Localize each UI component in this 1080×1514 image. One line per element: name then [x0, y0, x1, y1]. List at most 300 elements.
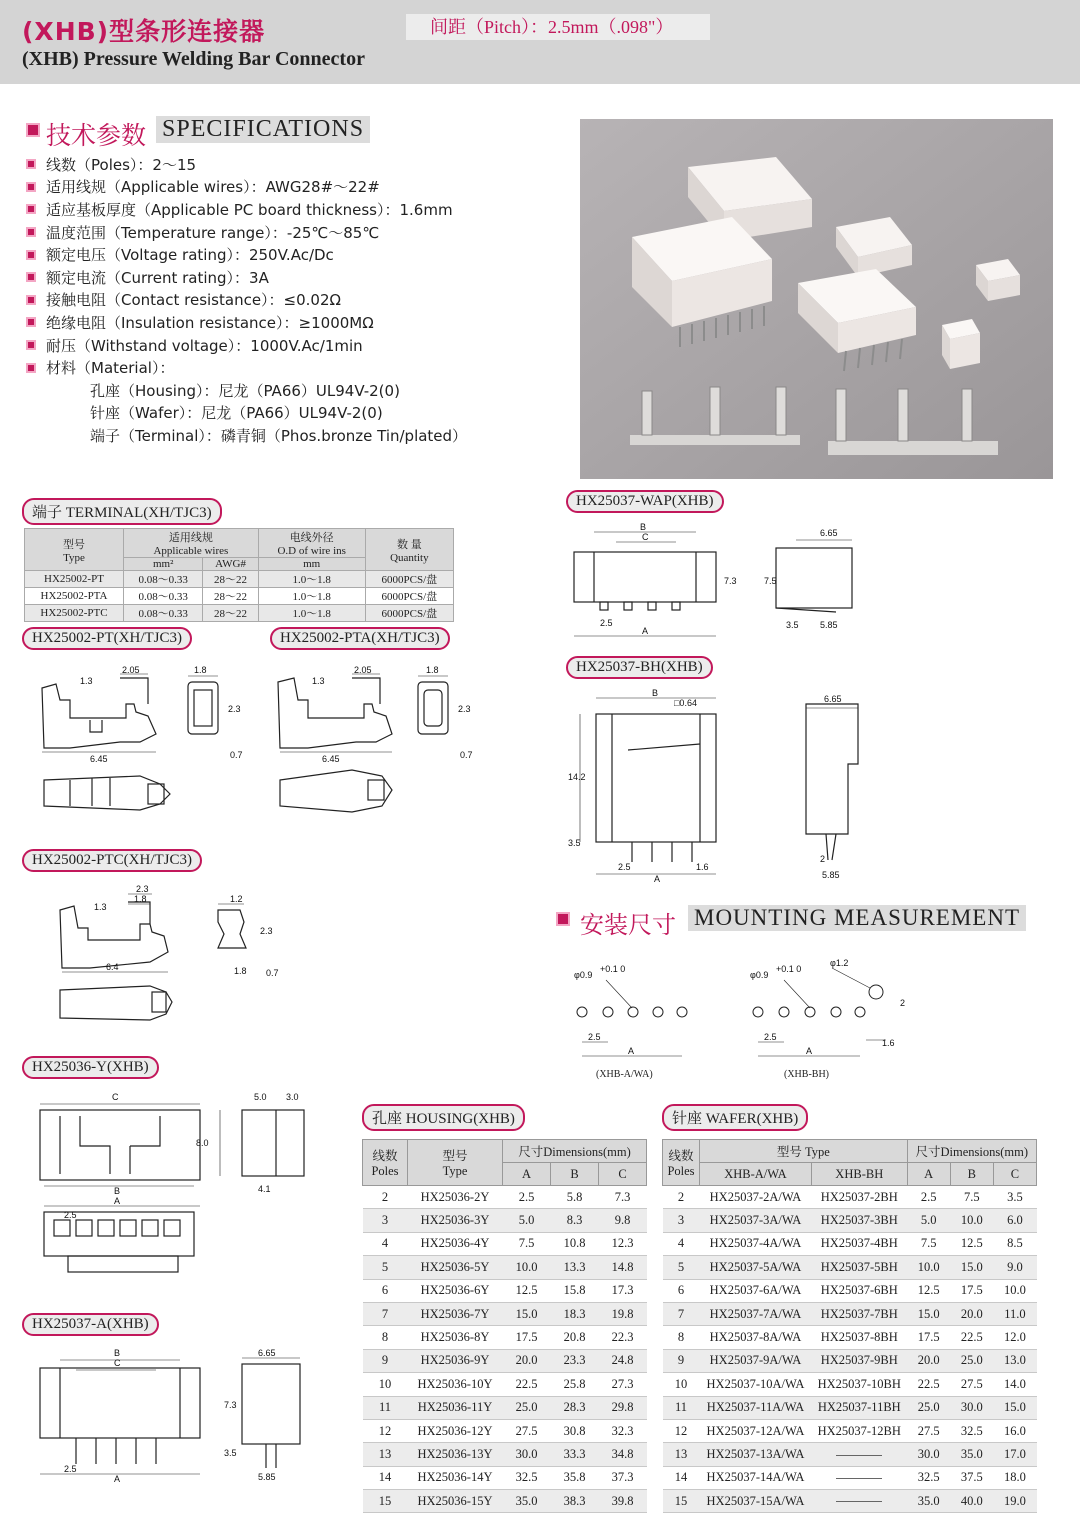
- table-cell: 9: [663, 1349, 700, 1372]
- table-row: [663, 1256, 1037, 1279]
- table-cell: 15.0: [503, 1302, 551, 1325]
- table-cell: HX25036-12Y: [408, 1419, 503, 1442]
- table-row: [663, 1466, 1037, 1489]
- svg-text:B: B: [114, 1186, 121, 1196]
- table-cell: HX25037-4A/WA: [700, 1232, 812, 1255]
- table-cell: HX25036-2Y: [408, 1186, 503, 1209]
- table-cell: 2.5: [503, 1186, 551, 1209]
- table-cell: HX25037-4BH: [811, 1232, 907, 1255]
- table-cell: HX25037-8A/WA: [700, 1326, 812, 1349]
- table-cell: 27.5: [503, 1419, 551, 1442]
- table-cell: 30.0: [950, 1396, 993, 1419]
- svg-text:0.7: 0.7: [266, 968, 279, 978]
- table-cell: 15: [663, 1490, 700, 1513]
- svg-text:φ0.9: φ0.9: [750, 970, 769, 980]
- table-cell: 38.3: [551, 1490, 599, 1513]
- svg-text:7.3: 7.3: [724, 576, 737, 586]
- table-cell: HX25036-11Y: [408, 1396, 503, 1419]
- table-cell: HX25036-9Y: [408, 1349, 503, 1372]
- table-cell: 17.5: [950, 1279, 993, 1302]
- caption-xhb-a-wa: (XHB-A/WA): [596, 1069, 653, 1080]
- table-row: [363, 1373, 647, 1396]
- table-cell: 37.3: [599, 1466, 647, 1489]
- table-cell: 39.8: [599, 1490, 647, 1513]
- svg-text:3.5: 3.5: [568, 838, 581, 848]
- spec-item: 接触电阻（Contact resistance）：≤0.02Ω: [26, 289, 467, 312]
- table-cell: 12: [663, 1419, 700, 1442]
- svg-text:6.45: 6.45: [322, 754, 340, 764]
- svg-text:1.6: 1.6: [696, 862, 709, 872]
- table-cell: 9.0: [993, 1256, 1036, 1279]
- bullet-icon: [26, 204, 36, 214]
- spec-item: 温度范围（Temperature range）：-25℃～85℃: [26, 221, 467, 244]
- svg-text:8.0: 8.0: [196, 1138, 209, 1148]
- table-cell: 20.8: [551, 1326, 599, 1349]
- bullet-icon: [26, 182, 36, 192]
- table-cell: 17.0: [993, 1443, 1036, 1466]
- table-cell: 10: [363, 1373, 408, 1396]
- table-cell: 10.0: [950, 1209, 993, 1232]
- table-cell: 10.0: [503, 1256, 551, 1279]
- table-row: [663, 1302, 1037, 1325]
- svg-text:A: A: [114, 1474, 121, 1484]
- title-en: (XHB) Pressure Welding Bar Connector: [22, 48, 365, 70]
- svg-text:C: C: [642, 532, 649, 542]
- specs-title-en: SPECIFICATIONS: [156, 116, 370, 143]
- svg-text:2.3: 2.3: [458, 704, 471, 714]
- svg-text:1.6: 1.6: [882, 1038, 895, 1048]
- table-cell: 30.0: [503, 1443, 551, 1466]
- table-cell: HX25037-6A/WA: [700, 1279, 812, 1302]
- table-cell: 7: [363, 1302, 408, 1325]
- bullet-icon: [26, 295, 36, 305]
- table-cell: 20.0: [907, 1349, 950, 1372]
- table-row: [663, 1419, 1037, 1442]
- pta-drawing: [272, 660, 502, 830]
- table-row: [363, 1466, 647, 1489]
- table-cell: 12.0: [993, 1326, 1036, 1349]
- table-cell: 11.0: [993, 1302, 1036, 1325]
- svg-text:φ0.9: φ0.9: [574, 970, 593, 980]
- table-cell: HX25037-12A/WA: [700, 1419, 812, 1442]
- tag-wap: HX25037-WAP(XHB): [566, 490, 724, 513]
- table-cell: 4: [363, 1232, 408, 1255]
- table-cell: 13: [363, 1443, 408, 1466]
- svg-text:5.85: 5.85: [820, 620, 838, 630]
- svg-text:2: 2: [820, 854, 826, 864]
- table-cell: 37.5: [950, 1466, 993, 1489]
- svg-text:0.7: 0.7: [230, 750, 243, 760]
- table-cell: 20.0: [950, 1302, 993, 1325]
- table-row: [663, 1490, 1037, 1513]
- svg-text:6.65: 6.65: [824, 694, 842, 704]
- spec-item: 额定电流（Current rating）：3A: [26, 266, 467, 289]
- table-cell: 18.0: [993, 1466, 1036, 1489]
- svg-text:A: A: [628, 1046, 635, 1056]
- table-cell: 40.0: [950, 1490, 993, 1513]
- table-row: [663, 1209, 1037, 1232]
- table-row: [663, 1443, 1037, 1466]
- svg-text:B: B: [652, 688, 659, 698]
- svg-text:6.65: 6.65: [258, 1348, 276, 1358]
- table-cell: 32.5: [503, 1466, 551, 1489]
- table-cell: 15: [363, 1490, 408, 1513]
- table-cell: 6: [363, 1279, 408, 1302]
- table-row: [663, 1349, 1037, 1372]
- table-row: [363, 1302, 647, 1325]
- table-cell: 34.8: [599, 1443, 647, 1466]
- svg-text:0.7: 0.7: [460, 750, 473, 760]
- table-row: [363, 1396, 647, 1419]
- table-cell: [811, 1466, 907, 1489]
- table-cell: HX25037-8BH: [811, 1326, 907, 1349]
- svg-text:C: C: [114, 1358, 121, 1368]
- tag-ptc: HX25002-PTC(XH/TJC3): [22, 849, 202, 872]
- table-cell: HX25037-2A/WA: [700, 1186, 812, 1209]
- svg-text:2.3: 2.3: [136, 884, 149, 894]
- svg-text:A: A: [642, 626, 649, 636]
- table-cell: 4: [663, 1232, 700, 1255]
- svg-text:3.5: 3.5: [224, 1448, 237, 1458]
- table-cell: 14: [363, 1466, 408, 1489]
- table-cell: 5: [363, 1256, 408, 1279]
- table-cell: 10.0: [993, 1279, 1036, 1302]
- table-cell: 18.3: [551, 1302, 599, 1325]
- table-cell: HX25037-3A/WA: [700, 1209, 812, 1232]
- svg-text:5.85: 5.85: [258, 1472, 276, 1482]
- table-cell: 12.5: [503, 1279, 551, 1302]
- table-cell: HX25036-13Y: [408, 1443, 503, 1466]
- bullet-icon: [26, 272, 36, 282]
- svg-text:+0.1 0: +0.1 0: [776, 964, 802, 974]
- table-row: [363, 1419, 647, 1442]
- table-cell: 14.8: [599, 1256, 647, 1279]
- table-cell: 19.8: [599, 1302, 647, 1325]
- table-row: [363, 1256, 647, 1279]
- table-cell: HX25037-9A/WA: [700, 1349, 812, 1372]
- table-row: [663, 1373, 1037, 1396]
- svg-text:B: B: [640, 522, 647, 532]
- svg-text:1.8: 1.8: [194, 665, 207, 675]
- bullet-icon: [26, 340, 36, 350]
- tag-wafer: 针座 WAFER(XHB): [662, 1104, 808, 1131]
- table-cell: 13.0: [993, 1349, 1036, 1372]
- table-cell: 12.5: [950, 1232, 993, 1255]
- table-cell: HX25036-6Y: [408, 1279, 503, 1302]
- svg-text:7.3: 7.3: [224, 1400, 237, 1410]
- table-cell: 3.5: [993, 1186, 1036, 1209]
- table-cell: HX25037-5A/WA: [700, 1256, 812, 1279]
- table-cell: HX25036-10Y: [408, 1373, 503, 1396]
- table-cell: 7: [663, 1302, 700, 1325]
- svg-text:1.3: 1.3: [312, 676, 325, 686]
- ptc-drawing: [40, 880, 300, 1040]
- tag-pta: HX25002-PTA(XH/TJC3): [270, 627, 450, 650]
- table-cell: HX25037-9BH: [811, 1349, 907, 1372]
- svg-text:2: 2: [900, 998, 906, 1008]
- table-cell: HX25037-12BH: [811, 1419, 907, 1442]
- bh-drawing: [566, 684, 866, 884]
- table-cell: 27.3: [599, 1373, 647, 1396]
- table-row: [363, 1326, 647, 1349]
- table-cell: 8.3: [551, 1209, 599, 1232]
- table-cell: 19.0: [993, 1490, 1036, 1513]
- table-cell: 10.8: [551, 1232, 599, 1255]
- wafer-table: 线数 Poles 型号 Type 尺寸Dimensions(mm) XHB-A/WA XHB-BH A B C 2 HX25037-2A/WA HX25037-2BH 2.5 7.5 3.5 3 HX25037-3A/WA HX25037-3BH 5.0 10.0 6.0 4 HX25037-4A/WA HX25037-4BH 7.5 12.5 8.5 5 HX25037-5A/WA HX25037-5BH 10.0 15.0 9.0 6 HX25037-6A/WA HX25037-6BH 12.5 17.5 10.0 7 HX25037-7A/WA HX25037-7BH 15.0 20.0 11.0 8 HX25037-8A/WA HX25037-8BH 17.5 22.5 12.0 9 HX25037-9A/WA HX25037-9BH 20.0 25.0 13.0 10 HX25037-10A/WA HX25037-10BH 22.5 27.5 14.0 11 HX25037-11A/WA HX25037-11BH 25.0 30.0 15.0 12 HX25037-12A/WA HX25037-12BH 27.5 32.5 16.0 13 HX25037-13A/WA 30.0 35.0 17.0 14 HX25037-14A/WA 32.5 37.5 18.0 15 HX25037-15A/WA 35.0 40.0 19.0: [662, 1139, 1037, 1513]
- svg-text:4.1: 4.1: [258, 1184, 271, 1194]
- table-cell: 30.0: [907, 1443, 950, 1466]
- table-cell: HX25037-11BH: [811, 1396, 907, 1419]
- svg-text:A: A: [114, 1196, 121, 1206]
- table-cell: HX25037-3BH: [811, 1209, 907, 1232]
- table-cell: HX25037-13A/WA: [700, 1443, 812, 1466]
- table-cell: HX25036-15Y: [408, 1490, 503, 1513]
- table-row: [363, 1443, 647, 1466]
- bullet-icon: [26, 363, 36, 373]
- table-cell: 17.3: [599, 1279, 647, 1302]
- table-cell: 2.5: [907, 1186, 950, 1209]
- svg-text:+0.1 0: +0.1 0: [600, 964, 626, 974]
- table-cell: 20.0: [503, 1349, 551, 1372]
- table-cell: 14: [663, 1466, 700, 1489]
- table-cell: HX25036-14Y: [408, 1466, 503, 1489]
- table-cell: 2: [363, 1186, 408, 1209]
- terminal-tag: 端子 TERMINAL(XH/TJC3): [22, 498, 222, 525]
- table-cell: HX25037-10A/WA: [700, 1373, 812, 1396]
- svg-text:C: C: [112, 1092, 119, 1102]
- table-cell: 28.3: [551, 1396, 599, 1419]
- table-cell: HX25036-8Y: [408, 1326, 503, 1349]
- table-cell: 25.8: [551, 1373, 599, 1396]
- table-cell: HX25037-10BH: [811, 1373, 907, 1396]
- table-cell: 16.0: [993, 1419, 1036, 1442]
- table-cell: 17.5: [907, 1326, 950, 1349]
- y-drawing: [30, 1086, 320, 1306]
- table-cell: 25.0: [907, 1396, 950, 1419]
- bullet-icon: [26, 250, 36, 260]
- table-cell: 32.3: [599, 1419, 647, 1442]
- pitch-label: 间距（Pitch）：2.5mm（.098"）: [406, 14, 710, 40]
- table-row: HX25002-PT 0.08～0.33 28～22 1.0～1.8 6000PCS/盘: [25, 571, 454, 588]
- table-row: [363, 1232, 647, 1255]
- spec-item: 绝缘电阻（Insulation resistance）：≥1000MΩ: [26, 311, 467, 334]
- spec-item: 耐压（Withstand voltage）：1000V.Ac/1min: [26, 334, 467, 357]
- spec-item: 线数（Poles）：2～15: [26, 153, 467, 176]
- table-cell: 15.0: [993, 1396, 1036, 1419]
- table-cell: 8.5: [993, 1232, 1036, 1255]
- svg-text:1.8: 1.8: [426, 665, 439, 675]
- svg-text:14.2: 14.2: [568, 772, 586, 782]
- table-cell: HX25037-2BH: [811, 1186, 907, 1209]
- table-cell: HX25037-7BH: [811, 1302, 907, 1325]
- table-cell: 9: [363, 1349, 408, 1372]
- svg-text:2.5: 2.5: [764, 1032, 777, 1042]
- table-cell: 35.0: [907, 1490, 950, 1513]
- table-cell: 9.8: [599, 1209, 647, 1232]
- table-cell: [811, 1490, 907, 1513]
- tag-pt: HX25002-PT(XH/TJC3): [22, 627, 192, 650]
- table-cell: 22.3: [599, 1326, 647, 1349]
- table-cell: 35.8: [551, 1466, 599, 1489]
- bullet-icon: [26, 317, 36, 327]
- table-row: [363, 1209, 647, 1232]
- svg-text:2.05: 2.05: [122, 665, 140, 675]
- material-item: 孔座（Housing）：尼龙（PA66）UL94V-2(0): [90, 381, 400, 400]
- svg-text:2.05: 2.05: [354, 665, 372, 675]
- table-cell: HX25036-5Y: [408, 1256, 503, 1279]
- svg-text:5.0: 5.0: [254, 1092, 267, 1102]
- svg-text:φ1.2: φ1.2: [830, 958, 849, 968]
- table-cell: 8: [363, 1326, 408, 1349]
- table-cell: 11: [363, 1396, 408, 1419]
- svg-text:A: A: [654, 874, 661, 884]
- table-cell: 10.0: [907, 1256, 950, 1279]
- table-cell: 27.5: [907, 1419, 950, 1442]
- table-cell: 24.8: [599, 1349, 647, 1372]
- table-cell: 32.5: [907, 1466, 950, 1489]
- svg-text:6.65: 6.65: [820, 528, 838, 538]
- svg-text:2.5: 2.5: [600, 618, 613, 628]
- table-cell: 14.0: [993, 1373, 1036, 1396]
- table-cell: 33.3: [551, 1443, 599, 1466]
- title-cn: (XHB)型条形连接器: [22, 17, 266, 46]
- spec-list: [26, 153, 467, 447]
- svg-text:6.4: 6.4: [106, 962, 119, 972]
- svg-text:2.5: 2.5: [618, 862, 631, 872]
- table-cell: 7.5: [950, 1186, 993, 1209]
- table-cell: 17.5: [503, 1326, 551, 1349]
- tag-a: HX25037-A(XHB): [22, 1313, 159, 1336]
- material-item: 端子（Terminal）：磷青铜（Phos.bronze Tin/plated）: [90, 426, 468, 445]
- table-cell: 7.5: [907, 1232, 950, 1255]
- tag-y: HX25036-Y(XHB): [22, 1056, 159, 1079]
- table-cell: 2: [663, 1186, 700, 1209]
- terminal-table: 型号 Type 适用线规 Applicable wires 电线外径 O.D of wire ins 数 量 Quantity mm² AWG# mm HX25002-PT 0.08～0.33 28～22 1.0～1.8 6000PCS/盘 HX25002-PTA 0.08～0.33 28～22 1.0～1.8 6000PCS/盘 HX25002-PTC 0.08～0.33 28～22 1.0～1.8 6000PCS/盘: [24, 528, 454, 622]
- svg-text:1.3: 1.3: [94, 902, 107, 912]
- table-cell: HX25037-14A/WA: [700, 1466, 812, 1489]
- svg-text:3.5: 3.5: [786, 620, 799, 630]
- spec-item: 适应基板厚度（Applicable PC board thickness）：1.6mm: [26, 198, 467, 221]
- pt-drawing: [30, 660, 260, 830]
- table-row: [663, 1279, 1037, 1302]
- bullet-icon: [26, 159, 36, 169]
- table-row: HX25002-PTA 0.08～0.33 28～22 1.0～1.8 6000PCS/盘: [25, 588, 454, 605]
- table-cell: 13: [663, 1443, 700, 1466]
- product-photo: [580, 119, 1053, 479]
- table-row: [363, 1186, 647, 1209]
- caption-xhb-bh: (XHB-BH): [784, 1069, 829, 1080]
- svg-text:6.45: 6.45: [90, 754, 108, 764]
- table-row: HX25002-PTC 0.08～0.33 28～22 1.0～1.8 6000PCS/盘: [25, 605, 454, 622]
- svg-text:2.5: 2.5: [64, 1210, 77, 1220]
- connector-photo-illustration: [580, 119, 1053, 479]
- table-cell: 8: [663, 1326, 700, 1349]
- table-cell: 15.0: [950, 1256, 993, 1279]
- table-cell: HX25036-7Y: [408, 1302, 503, 1325]
- table-cell: HX25037-11A/WA: [700, 1396, 812, 1419]
- table-row: [663, 1186, 1037, 1209]
- material-item: 针座（Wafer）：尼龙（PA66）UL94V-2(0): [90, 404, 383, 423]
- svg-text:1.8: 1.8: [134, 894, 147, 904]
- table-cell: 22.5: [907, 1373, 950, 1396]
- table-cell: 15.8: [551, 1279, 599, 1302]
- bullet-icon: [26, 227, 36, 237]
- svg-text:2.5: 2.5: [64, 1464, 77, 1474]
- table-row: [663, 1326, 1037, 1349]
- svg-text:A: A: [806, 1046, 813, 1056]
- table-cell: 35.0: [503, 1490, 551, 1513]
- section-bullet-icon: [26, 123, 40, 137]
- table-cell: 22.5: [950, 1326, 993, 1349]
- table-cell: 10: [663, 1373, 700, 1396]
- svg-text:5.85: 5.85: [822, 870, 840, 880]
- table-cell: 12.3: [599, 1232, 647, 1255]
- table-cell: 15.0: [907, 1302, 950, 1325]
- table-cell: 12.5: [907, 1279, 950, 1302]
- table-cell: 32.5: [950, 1419, 993, 1442]
- a-drawing: [30, 1344, 320, 1484]
- svg-text:7.5: 7.5: [764, 576, 777, 586]
- table-row: [363, 1349, 647, 1372]
- table-cell: 25.0: [503, 1396, 551, 1419]
- table-row: [363, 1279, 647, 1302]
- table-row: [663, 1232, 1037, 1255]
- spec-item: 材料（Material）：: [26, 356, 467, 379]
- table-cell: 3: [363, 1209, 408, 1232]
- svg-text:B: B: [114, 1348, 121, 1358]
- table-cell: 5.0: [907, 1209, 950, 1232]
- table-cell: 27.5: [950, 1373, 993, 1396]
- table-cell: 11: [663, 1396, 700, 1419]
- table-cell: 7.5: [503, 1232, 551, 1255]
- mounting-title-en: MOUNTING MEASUREMENT: [688, 905, 1026, 931]
- table-cell: HX25036-4Y: [408, 1232, 503, 1255]
- svg-text:1.3: 1.3: [80, 676, 93, 686]
- mounting-title-cn: 安装尺寸: [580, 911, 676, 939]
- table-cell: 13.3: [551, 1256, 599, 1279]
- table-cell: 23.3: [551, 1349, 599, 1372]
- svg-text:□0.64: □0.64: [674, 698, 697, 708]
- spec-item: 适用线规（Applicable wires）：AWG28#～22#: [26, 176, 467, 199]
- table-cell: 35.0: [950, 1443, 993, 1466]
- table-cell: HX25037-15A/WA: [700, 1490, 812, 1513]
- table-cell: 12: [363, 1419, 408, 1442]
- table-cell: 3: [663, 1209, 700, 1232]
- table-cell: HX25036-3Y: [408, 1209, 503, 1232]
- table-cell: 5.8: [551, 1186, 599, 1209]
- table-cell: HX25037-5BH: [811, 1256, 907, 1279]
- table-cell: HX25037-6BH: [811, 1279, 907, 1302]
- spec-item: 额定电压（Voltage rating）：250V.Ac/Dc: [26, 243, 467, 266]
- wap-drawing: [566, 518, 866, 648]
- svg-text:3.0: 3.0: [286, 1092, 299, 1102]
- tag-housing: 孔座 HOUSING(XHB): [362, 1104, 525, 1131]
- table-cell: 5.0: [503, 1209, 551, 1232]
- svg-text:2.3: 2.3: [228, 704, 241, 714]
- table-cell: [811, 1443, 907, 1466]
- specs-title-cn: 技术参数: [46, 121, 147, 150]
- table-cell: 22.5: [503, 1373, 551, 1396]
- table-row: [363, 1490, 647, 1513]
- table-cell: 5: [663, 1256, 700, 1279]
- svg-text:2.3: 2.3: [260, 926, 273, 936]
- table-cell: HX25037-7A/WA: [700, 1302, 812, 1325]
- housing-table: 线数 Poles 型号 Type 尺寸Dimensions(mm) A B C 2 HX25036-2Y 2.5 5.8 7.3 3 HX25036-3Y 5.0 8.3 9.8 4 HX25036-4Y 7.5 10.8 12.3 5 HX25036-5Y 10.0 13.3 14.8 6 HX25036-6Y 12.5 15.8 17.3 7 HX25036-7Y 15.0 18.3 19.8 8 HX25036-8Y 17.5 20.8 22.3 9 HX25036-9Y 20.0 23.3 24.8 10 HX25036-10Y 22.5 25.8 27.3 11 HX25036-11Y 25.0 28.3 29.8 12 HX25036-12Y 27.5 30.8 32.3 13 HX25036-13Y 30.0 33.3 34.8 14 HX25036-14Y 32.5 35.8 37.3 15 HX25036-15Y 35.0 38.3 39.8: [362, 1139, 647, 1513]
- section-bullet-icon: [556, 912, 570, 926]
- table-cell: 6: [663, 1279, 700, 1302]
- table-cell: 30.8: [551, 1419, 599, 1442]
- tag-bh: HX25037-BH(XHB): [566, 656, 713, 679]
